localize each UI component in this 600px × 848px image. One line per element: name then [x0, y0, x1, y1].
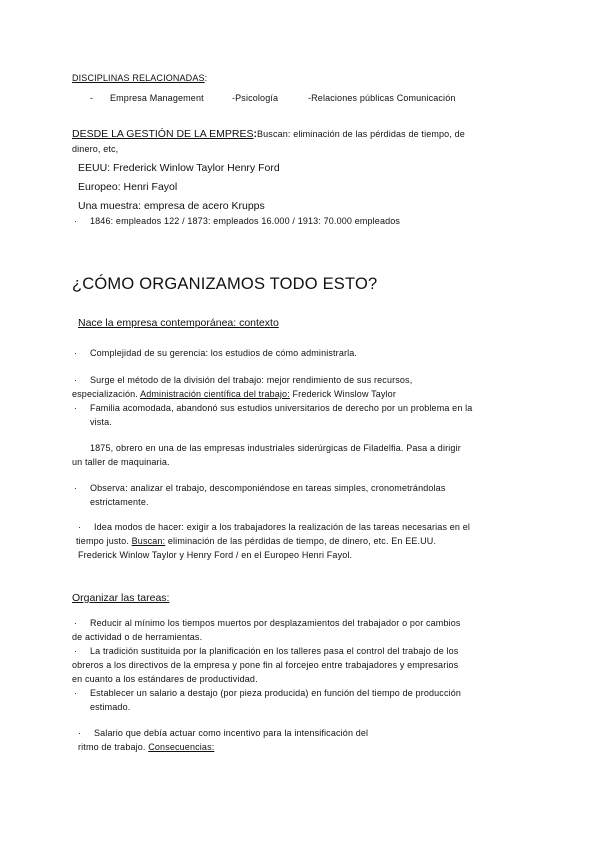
organizar-consecuencias: Consecuencias: [148, 742, 215, 752]
nace-b2-l1: Surge el método de la división del trabajo: mejor rendimiento de sus recursos, [90, 375, 413, 385]
disciplinas-heading-text: DISCIPLINAS RELACIONADAS [72, 73, 205, 83]
nace-b2-l2-b: Frederick Winslow Taylor [289, 389, 396, 399]
organizar-b2-l3: en cuanto a los estándares de productividad. [72, 674, 258, 684]
nace-b5-l2-a: tiempo justo. [76, 536, 132, 546]
nace-b2-l2-u: Administración científica del trabajo: [140, 389, 290, 399]
nace-b5-l2-b: eliminación de las pérdidas de tiempo, de dinero, etc. En EE.UU. [165, 536, 437, 546]
organizar-b2-l1: La tradición sustituida por la planificación en los talleres pasa el control del trabajo de los [90, 646, 459, 656]
nace-b5-l1: Idea modos de hacer: exigir a los trabajadores la realización de las tareas necesarias en el [94, 522, 471, 532]
nace-b5-l3: Frederick Winlow Taylor y Henry Ford / en el Europeo Henri Fayol. [78, 550, 353, 560]
disciplinas-item-relaciones: -Relaciones públicas Comunicación [308, 93, 456, 103]
organizar-b4-l1: Salario que debía actuar como incentivo para la intensificación del [94, 728, 369, 738]
nace-b5-l2-u: Buscan: [131, 536, 166, 546]
gestion-muestra: Una muestra: empresa de acero Krupps [78, 200, 265, 212]
organizar-b1-l1: Reducir al mínimo los tiempos muertos por desplazamientos del trabajador o por cambios [90, 618, 461, 628]
gestion-line-1 [72, 129, 465, 140]
nace-b4-l2: estrictamente. [90, 497, 149, 507]
gestion-heading: DESDE LA GESTIÓN DE LA EMPRES [72, 128, 254, 140]
nace-bullet-1: · [74, 348, 78, 358]
disciplinas-heading-colon: : [204, 73, 208, 83]
organizar-b3-l2: estimado. [90, 702, 131, 712]
nace-b3-l2: vista. [90, 417, 112, 427]
nace-b5-l2 [76, 536, 436, 547]
disciplinas-item-management: Empresa Management [110, 93, 204, 103]
organizar-b4-l2 [78, 742, 214, 753]
page-title: ¿CÓMO ORGANIZAMOS TODO ESTO? [72, 275, 378, 293]
nace-b3-l1: Familia acomodada, abandonó sus estudios universitarios de derecho por un problema en la [90, 403, 473, 413]
nace-b2-l2-a: especialización. [72, 389, 141, 399]
gestion-eeuu: EEUU: Frederick Winlow Taylor Henry Ford [78, 162, 280, 174]
nace-b1: Complejidad de su gerencia: los estudios de cómo administrarla. [90, 348, 358, 358]
nace-b2-l2 [72, 389, 396, 400]
organizar-bullet-2: · [74, 646, 78, 656]
gestion-heading-colon: : [253, 128, 257, 140]
gestion-bullet: · [74, 216, 78, 226]
organizar-b3-l1: Establecer un salario a destajo (por pieza producida) en función del tiempo de producción [90, 688, 462, 698]
organizar-bullet-3: · [74, 688, 78, 698]
gestion-text-2: dinero, etc, [72, 144, 119, 154]
nace-bullet-3: · [74, 403, 78, 413]
nace-1875-l1: 1875, obrero en una de las empresas industriales siderúrgicas de Filadelfia. Pasa a dirigir [90, 443, 461, 453]
organizar-b1-l2: de actividad o de herramientas. [72, 632, 203, 642]
nace-bullet-2: · [74, 375, 78, 385]
nace-b4-l1: Observa: analizar el trabajo, descomponiéndose en tareas simples, cronometrándolas [90, 483, 446, 493]
nace-bullet-4: · [74, 483, 78, 493]
nace-subtitle: Nace la empresa contemporánea: contexto [78, 317, 279, 329]
disciplinas-dash: - [90, 93, 94, 103]
organizar-bullet-4: · [78, 728, 82, 738]
disciplinas-item-psicologia: -Psicología [232, 93, 279, 103]
organizar-bullet-1: · [74, 618, 78, 628]
disciplinas-heading [72, 73, 207, 84]
organizar-heading: Organizar las tareas: [72, 592, 170, 604]
gestion-empleados: 1846: empleados 122 / 1873: empleados 16.000 / 1913: 70.000 empleados [90, 216, 401, 226]
gestion-text-1: Buscan: eliminación de las pérdidas de tiempo, de [256, 129, 465, 139]
nace-1875-l2: un taller de maquinaria. [72, 457, 170, 467]
gestion-europeo: Europeo: Henri Fayol [78, 181, 178, 193]
organizar-b4-l2-a: ritmo de trabajo. [78, 742, 149, 752]
nace-bullet-5: · [78, 522, 82, 532]
organizar-b2-l2: obreros a los directivos de la empresa y pone fin al forcejeo entre trabajadores y empresarios [72, 660, 459, 670]
